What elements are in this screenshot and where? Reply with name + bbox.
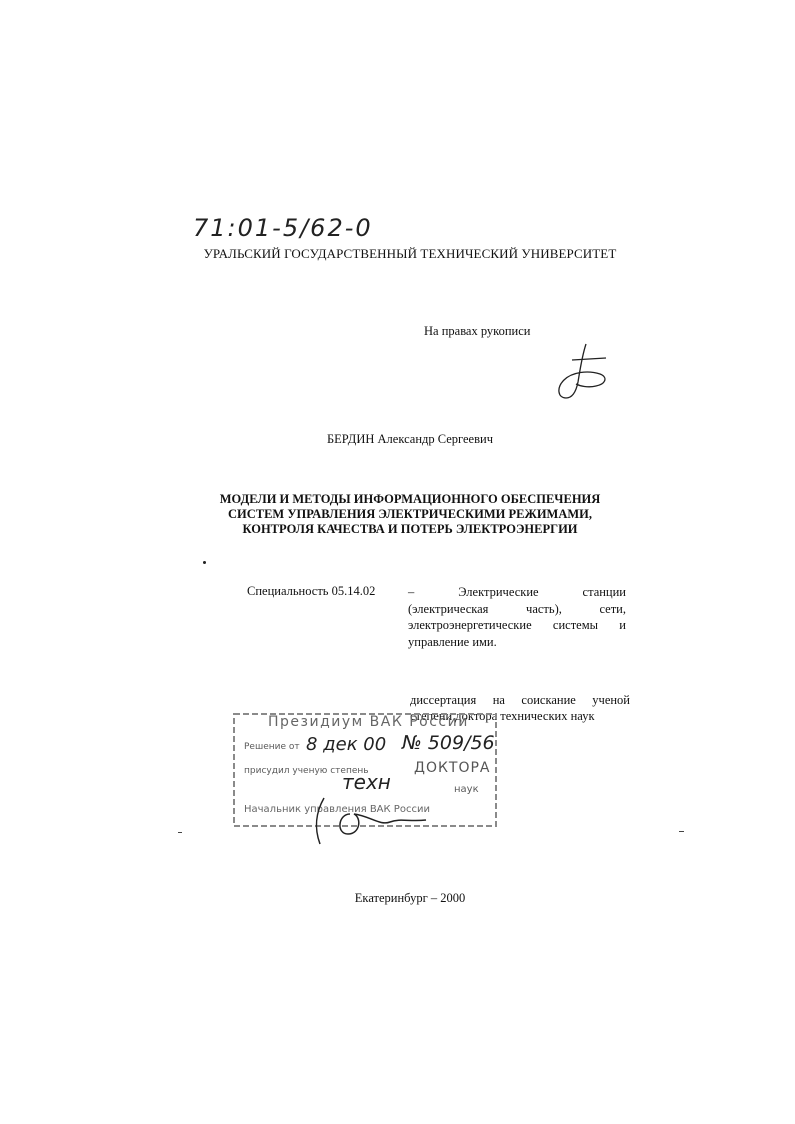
specialty-description: – Электрические станции (электрическая часть), сети, электроэнергетические системы и управление ими. [408, 585, 626, 649]
stamp-decision-date: 8 дек 00 [306, 734, 387, 755]
stamp-signatory: Начальник управления ВАК России [244, 804, 430, 815]
city-year: Екатеринбург – 2000 [354, 891, 466, 905]
specialty-code: Специальность 05.14.02 [247, 584, 376, 598]
manuscript-rights-note: На правах рукописи [424, 324, 531, 338]
signature-mark [552, 340, 618, 402]
title-line: СИСТЕМ УПРАВЛЕНИЯ ЭЛЕКТРИЧЕСКИМИ РЕЖИМАМИ, [227, 507, 593, 521]
margin-tick-left [178, 832, 182, 833]
title-line: КОНТРОЛЯ КАЧЕСТВА И ПОТЕРЬ ЭЛЕКТРОЭНЕРГИИ [242, 522, 578, 536]
stamp-award-label: присудил ученую степень [244, 766, 369, 776]
dissertation-title [170, 492, 650, 537]
stamp-decision-label: Решение от [244, 742, 300, 752]
author-name: БЕРДИН Александр Сергеевич [326, 432, 493, 446]
stamp-decision-number: № 509/56 [402, 732, 495, 754]
stamp-signature [310, 792, 430, 848]
stray-dot [203, 561, 206, 564]
stamp-field-handwritten: техн [342, 770, 391, 794]
dissertation-degree-note: диссертация на соискание ученой степени доктора технических наук [410, 693, 630, 723]
stamp-degree: ДОКТОРА [414, 760, 491, 776]
university-name: УРАЛЬСКИЙ ГОСУДАРСТВЕННЫЙ ТЕХНИЧЕСКИЙ УНИВЕРСИТЕТ [203, 246, 617, 261]
margin-tick-right [679, 831, 684, 832]
stamp-authority: Президиум ВАК России [268, 714, 469, 730]
stamp-science-word: наук [454, 784, 479, 795]
title-line: МОДЕЛИ И МЕТОДЫ ИНФОРМАЦИОННОГО ОБЕСПЕЧЕНИЯ [219, 492, 601, 506]
archive-code: 71:01-5/62-0 [193, 214, 373, 242]
